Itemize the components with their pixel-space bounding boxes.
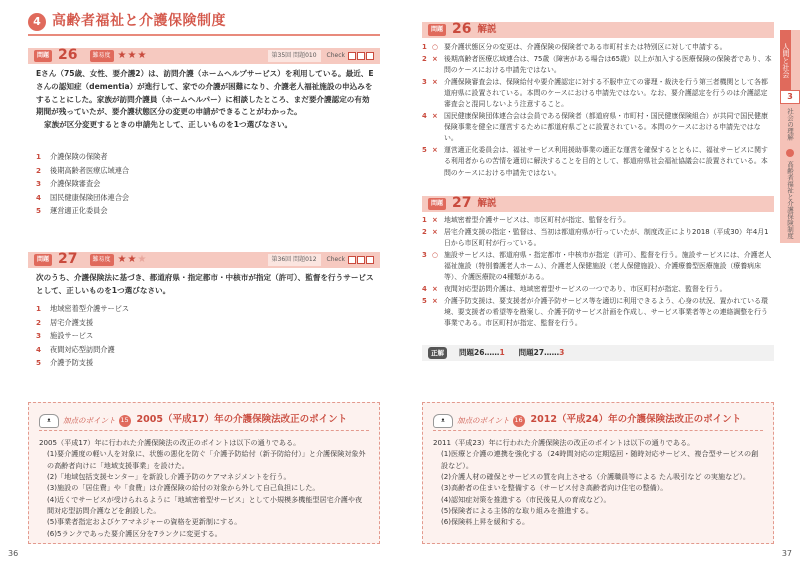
check-boxes[interactable]: [348, 256, 374, 264]
bonus-point-body: [433, 437, 763, 528]
question-body: Eさん（75歳、女性、要介護2）は、訪問介護（ホームヘルプサービス）を利用している。最近、Eさんの認知症（dementia）が進行して、家での介護が困難になり、介護老人福祉施設の申込みをすることにした。家族が訪問介護員（ホームヘルパー）に相談したところ、まだ要介護認定の有効期間が残っていたが、要介護状態区分の変更の申請ができることがわかった。: [36, 69, 374, 117]
page-number: 36: [8, 548, 19, 558]
wrong-mark: ×: [432, 146, 438, 155]
bonus-point-header: [39, 411, 369, 431]
answer-row: 1 × 地域密着型介護サービスは、市区町村が指定、監督を行う。: [422, 215, 774, 226]
point-line: (1)医療と介護の連携を強化する（24時間対応の定期巡回・随時対応サービス、複合型サービスの創設など）。: [441, 449, 759, 470]
wrong-mark: ×: [432, 216, 438, 224]
difficulty-label: 難易度: [90, 254, 114, 265]
difficulty-stars: [118, 252, 148, 268]
point-line: (4)近くでサービスが受けられるように「地域密着型サービス」として小規模多機能型居宅介護や夜間対応型訪問介護などを創設した。: [47, 494, 363, 516]
bonus-point-label: 加点のポイント: [63, 415, 116, 425]
cat-icon: ᴥ: [433, 414, 453, 428]
question-26-choices: [36, 150, 336, 218]
point-line: (2)介護人材の確保とサービスの質を向上させる（介護職員等による たん吸引など の実施など）。: [441, 472, 750, 482]
bonus-point-number: 16: [513, 415, 525, 427]
answer-row: 3 ○ 施設サービスは、都道府県・指定都市・中核市が指定（許可）、監督を行う。施設サービスには、介護老人福祉施設（特別養護老人ホーム）、介護老人保健施設（老人保健施設）、介護療養型医療施設（療養病床等）、介護医療院の4種類がある。: [422, 250, 774, 283]
answer-row: 5 × 運営適正化委員会は、福祉サービス利用援助事業の適正な運営を確保するとともに、福祉サービスに関する利用者からの苦情を適切に解決することを目的として、都道府県社会福祉協議会に設置されている。本問のケースにおける申請先ではない。: [422, 145, 774, 178]
cat-icon: ᴥ: [39, 414, 59, 428]
answer-27-list: [422, 215, 774, 329]
choice-item[interactable]: 5 介護予防支援: [36, 358, 94, 368]
star-icon: ★: [137, 50, 148, 62]
point-line: (6)5ランクであった要介護区分を7ランクに変更する。: [47, 528, 222, 538]
correct-answer-bar: [422, 345, 774, 361]
point-line: (3)施設の「居住費」や「食費」は介護保険の給付の対象から外して自己負担にした。: [47, 483, 320, 493]
point-line: (4)認知症対策を推進する（市民後見人の育成など）。: [441, 494, 611, 504]
answer-row: 3 × 介護保険審査会は、保険給付や要介護認定に対する不服申立ての審理・裁決を行う第三者機関として各都道府県に設置されている。本問のケースにおける申請先ではない。なお、要介護認定を行うのは介護認定審査会と混同しないよう注意すること。: [422, 77, 774, 110]
answer-row: 4 × 夜間対応型訪問介護は、地域密着型サービスの一つであり、市区町村が指定、監督を行う。: [422, 284, 774, 295]
bonus-point-title: 2012（平成24）年の介護保険法改正のポイント: [530, 414, 742, 426]
bonus-point-label: 加点のポイント: [457, 415, 510, 425]
wrong-mark: ×: [432, 228, 438, 237]
chapter-side-tab[interactable]: [780, 30, 800, 243]
answer-number: 27: [452, 195, 472, 212]
correct-mark: ○: [432, 43, 439, 51]
choice-item[interactable]: 2 後期高齢者医療広域連合: [36, 165, 130, 175]
answer-label: 解説: [477, 23, 497, 35]
answer-row: 2 × 居宅介護支援の指定・監督は、当初は都道府県が行っていたが、制度改正により2018（平成30）年4月1日から市区町村が行っている。: [422, 227, 774, 249]
answer-26-label: 問題26……: [459, 348, 500, 358]
check-label: Check: [326, 52, 345, 60]
question-26-text: [36, 68, 376, 132]
checkbox[interactable]: [357, 52, 365, 60]
question-27-header: [28, 252, 380, 268]
answer-27-header: [422, 196, 774, 212]
answer-tag: 問題: [428, 198, 446, 209]
question-27-text: [36, 272, 376, 298]
question-26-header: [28, 48, 380, 64]
side-tab-top: 人間と社会: [780, 30, 791, 90]
side-tab-number: 3: [780, 90, 800, 104]
question-tag: 問題: [34, 50, 52, 61]
bonus-point-box: [28, 402, 380, 544]
answer-row: 4 × 国民健康保険団体連合会は会員である保険者（都道府県・市町村・国民健康保険組合）が共同で国民健康保険事業を健全に運営するために都道府県ごとに設置されている。本問のケースにおける申請先ではない。: [422, 111, 774, 144]
point-line: (6)保険料上昇を緩和する。: [441, 517, 530, 527]
point-line: (5)保険者による主体的な取り組みを推進する。: [441, 506, 593, 516]
question-number: 26: [58, 47, 78, 64]
answer-label: 解説: [477, 197, 497, 209]
difficulty-stars: [118, 48, 148, 64]
checkbox[interactable]: [348, 256, 356, 264]
answer-26-value: 1: [499, 348, 505, 358]
wrong-mark: ×: [432, 285, 438, 294]
answer-number: 26: [452, 21, 472, 38]
question-27-choices: [36, 302, 336, 370]
section-title: 高齢者福祉と介護保険制度: [52, 13, 226, 30]
answer-26-list: [422, 42, 774, 179]
bonus-point-number: 15: [119, 415, 131, 427]
wrong-mark: ×: [432, 297, 438, 306]
star-icon: ★: [127, 254, 138, 266]
star-empty-icon: ★: [137, 254, 148, 266]
bonus-point-title: 2005（平成17）年の介護保険法改正のポイント: [136, 414, 348, 426]
question-tag: 問題: [34, 254, 52, 265]
answer-row: 1 ○ 要介護状態区分の変更は、介護保険の保険者である市町村または特別区に対して申請する。: [422, 42, 774, 53]
answer-row: 2 × 後期高齢者医療広域連合は、75歳（障害がある場合は65歳）以上が加入する医療保険の保険者であり、本問のケースにおける申請先ではない。: [422, 54, 774, 76]
checkbox[interactable]: [366, 52, 374, 60]
answer-27-label: 問題27……: [518, 348, 560, 358]
side-tab-chapter: 社会の理解: [786, 108, 795, 141]
choice-item[interactable]: 2 居宅介護支援: [36, 317, 94, 327]
star-icon: ★: [127, 50, 138, 62]
correct-mark: ○: [432, 251, 439, 260]
question-body: 次のうち、介護保険法に基づき、都道府県・指定都市・中核市が指定（許可）、監督を行うサービスとして、正しいものを1つ選びなさい。: [36, 273, 374, 295]
check-boxes[interactable]: [348, 52, 374, 60]
checkbox[interactable]: [366, 256, 374, 264]
exam-reference: 第36回 問題012: [268, 254, 321, 265]
section-header: [28, 10, 380, 36]
point-line: (5)事業者指定およびケアマネジャーの資格を更新制にする。: [47, 517, 242, 527]
bullet-icon: [786, 149, 794, 157]
question-instruction: 家族が区分変更するときの申請先として、正しいものを1つ選びなさい。: [44, 120, 293, 129]
question-number: 27: [58, 251, 78, 268]
answer-tag: 問題: [428, 24, 446, 35]
wrong-mark: ×: [432, 78, 438, 87]
choice-item[interactable]: 5 運営適正化委員会: [36, 206, 108, 216]
point-line: (3)高齢者の住まいを整備する（サービス付き高齢者向け住宅の整備）。: [441, 483, 668, 493]
point-line: 2005（平成17）年に行われた介護保険法の改正のポイントは以下の通りである。: [39, 438, 301, 447]
choice-item[interactable]: 4 国民健康保険団体連合会: [36, 192, 130, 202]
choice-item[interactable]: 4 夜間対応型訪問介護: [36, 344, 115, 354]
exam-reference: 第35回 問題010: [268, 50, 321, 61]
point-line: (1)要介護度の軽い人を対象に、状態の悪化を防ぐ「介護予防給付（新予防給付）」と介護保険対象外の高齢者向けに「地域支援事業」を設けた。: [47, 449, 366, 470]
point-line: (2)「地域包括支援センター」を新設し介護予防のケアマネジメントを行う。: [47, 472, 291, 482]
choice-item[interactable]: 1 地域密着型介護サービス: [36, 304, 130, 314]
star-icon: ★: [117, 254, 128, 266]
choice-item[interactable]: 3 介護保険審査会: [36, 179, 101, 189]
side-tab-subtitle: 高齢者福祉と介護保険制度: [786, 160, 795, 239]
bonus-point-header: [433, 411, 763, 431]
difficulty-label: 難易度: [90, 50, 114, 61]
answer-row: 5 × 介護予防支援は、要支援者が介護予防サービス等を適切に利用できるよう、心身の状況、置かれている環境、要支援者の希望等を勘案し、介護予防サービス計画を作成し、サービス事業者等との連絡調整を行う事業である。市区町村が指定、監督を行う。: [422, 296, 774, 329]
star-icon: ★: [117, 50, 128, 62]
answer-27-value: 3: [559, 348, 565, 358]
point-line: 2011（平成23）年に行われた介護保険法の改正のポイントは以下の通りである。: [433, 438, 695, 447]
checkbox[interactable]: [348, 52, 356, 60]
choice-item[interactable]: 1 介護保険の保険者: [36, 152, 108, 162]
page-number: 37: [781, 548, 792, 558]
answer-26-header: [422, 22, 774, 38]
choice-item[interactable]: 3 施設サービス: [36, 331, 94, 341]
checkbox[interactable]: [357, 256, 365, 264]
check-label: Check: [326, 256, 345, 264]
bonus-point-body: [39, 437, 369, 539]
section-number: 4: [28, 13, 46, 31]
correct-badge: 正解: [428, 347, 447, 359]
right-page: [400, 0, 800, 564]
wrong-mark: ×: [432, 55, 438, 64]
bonus-point-box: [422, 402, 774, 544]
wrong-mark: ×: [432, 112, 438, 121]
